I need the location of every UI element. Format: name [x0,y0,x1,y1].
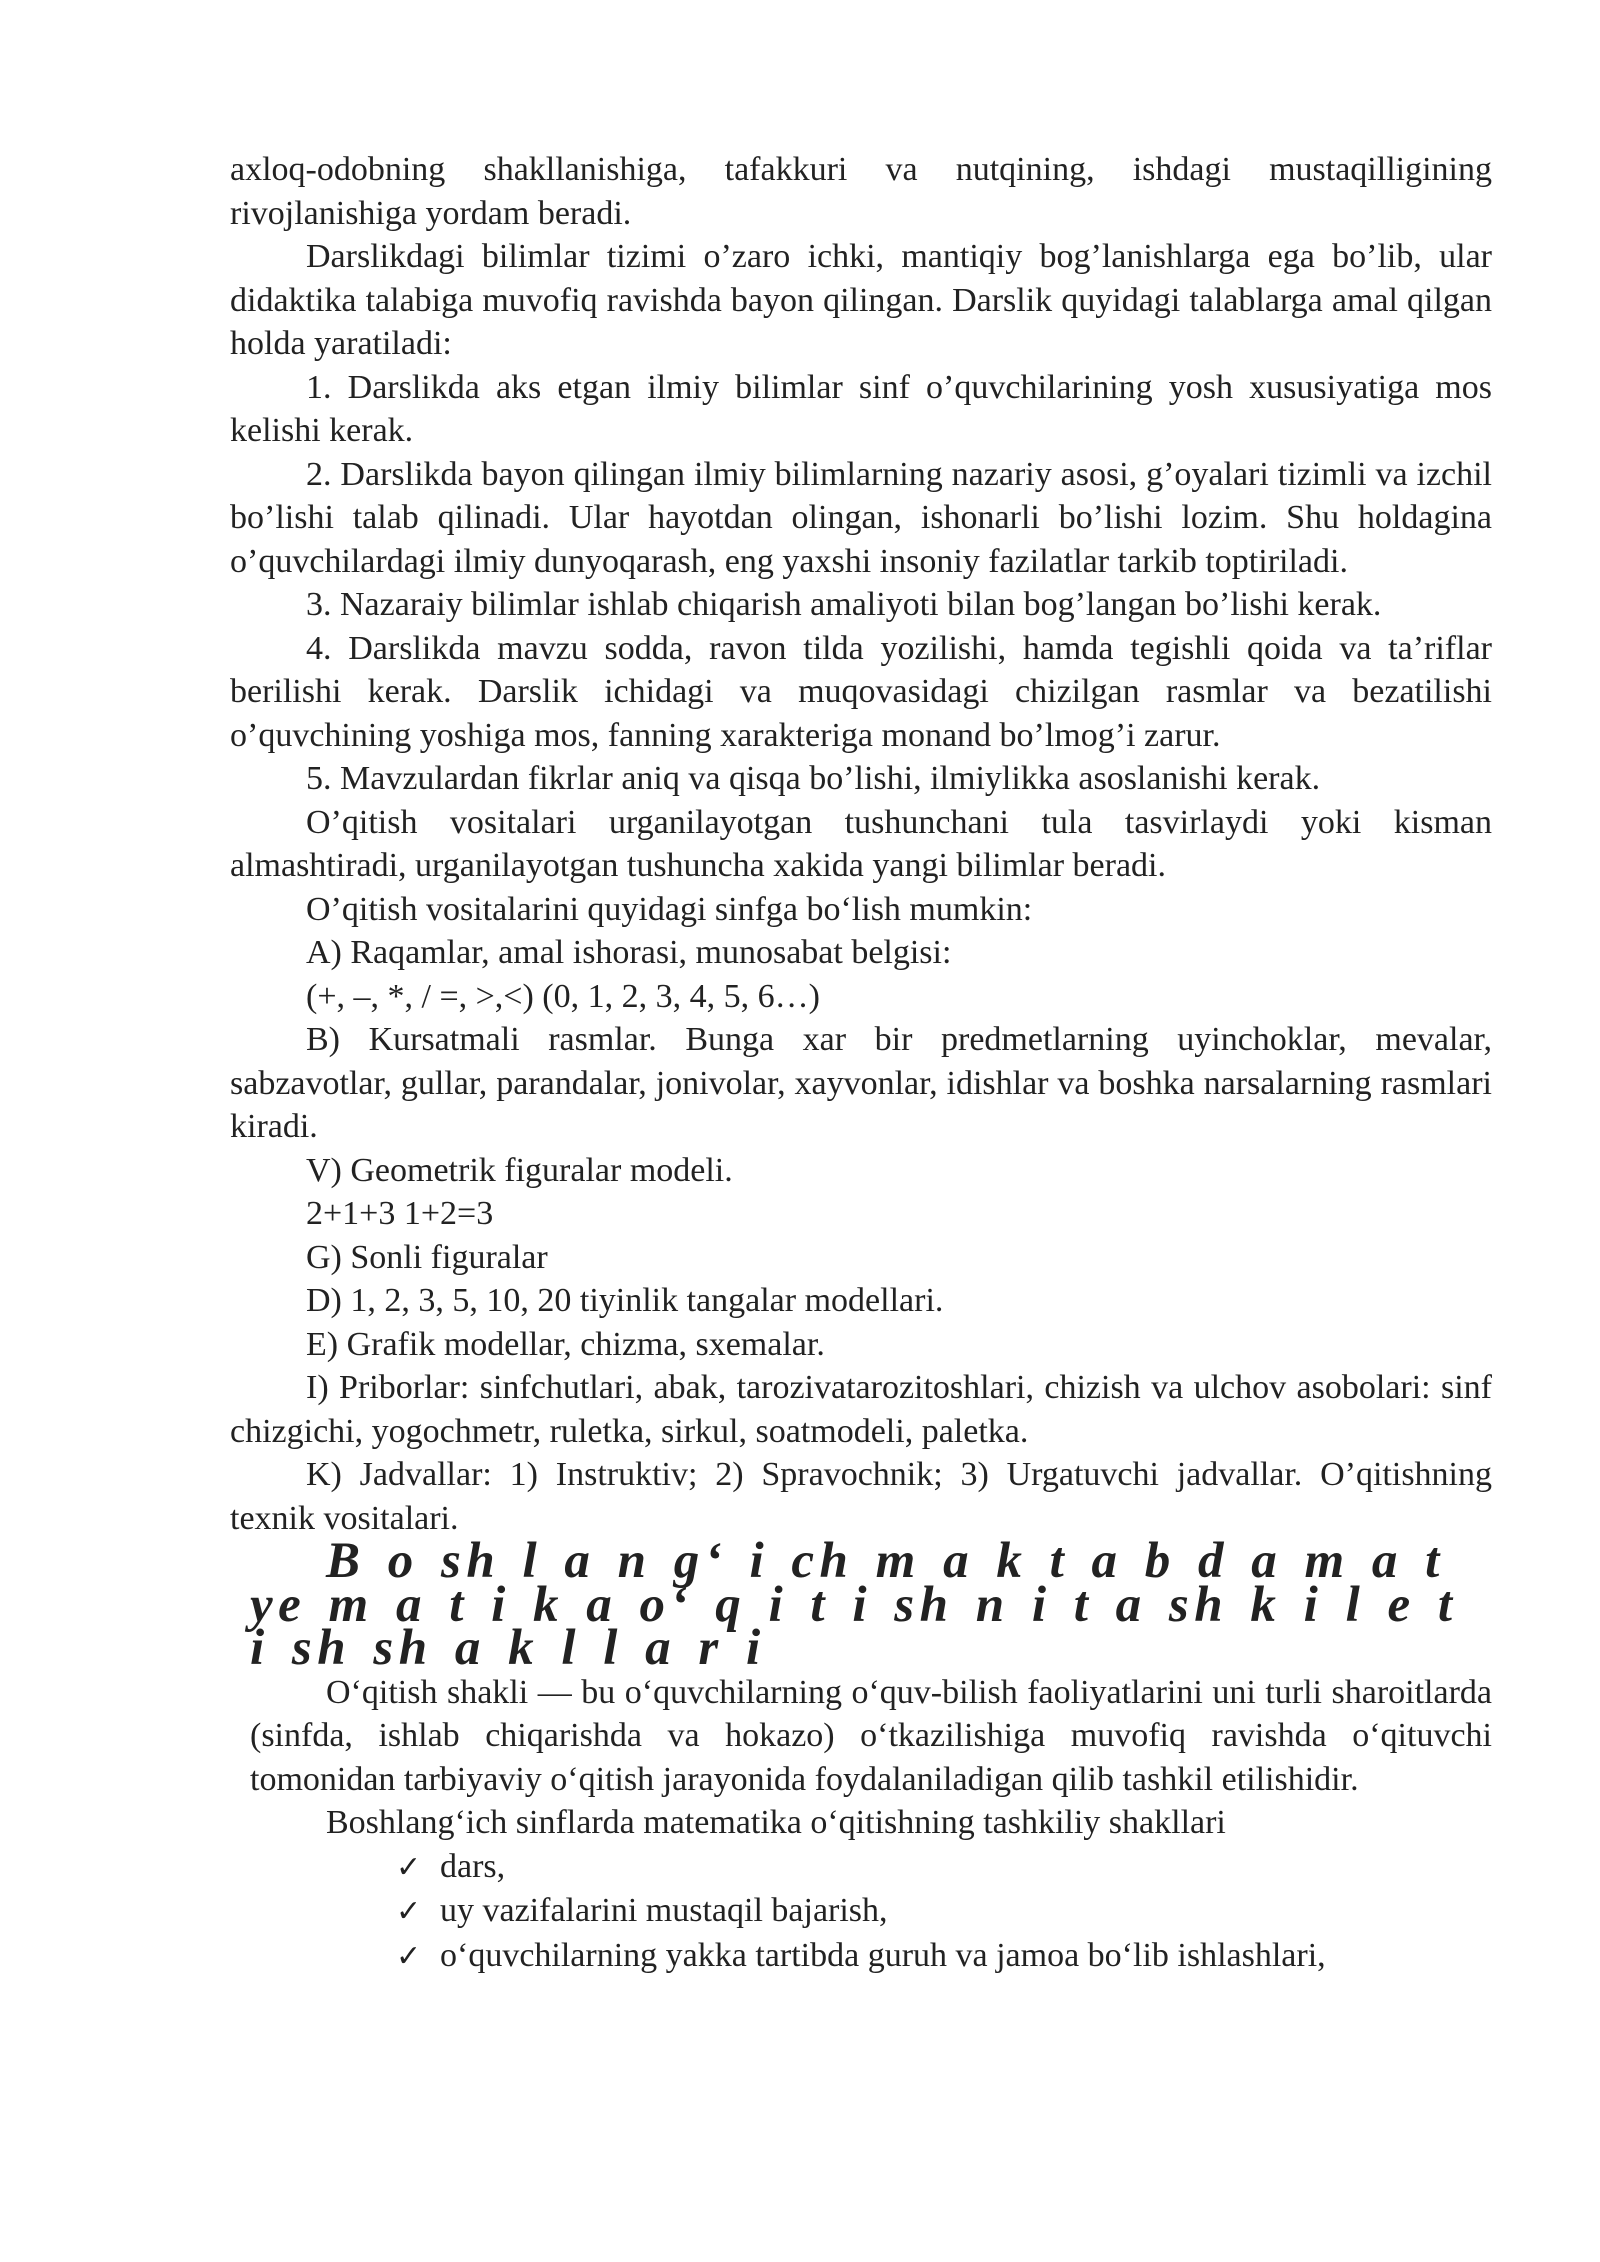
section-teaching-aids [230,148,1492,1540]
symbols-line: (+, –, *, / =, >,<) (0, 1, 2, 3, 4, 5, 6…) [306,977,820,1015]
paragraph: axloq-odobning shakllanishiga, tafakkuri va nutqining, ishdagi mustaqilligining rivojlanishiga yordam beradi. [230,151,1492,232]
paragraph: Boshlang‘ich sinflarda matematika o‘qitishning tashkiliy shakllari [326,1804,1226,1841]
list-item-aid: E) Grafik modellar, chizma, sxemalar. [306,1325,825,1363]
paragraph: O’qitish vositalari urganilayotgan tushunchani tula tasvirlaydi yoki kisman almashtiradi, urganilayotgan tushuncha xakida yangi bilimlar beradi. [230,803,1492,884]
section-heading: B o sh l a n g‘ i ch m a k t a b d a m a t ye m a t i k a o‘ q i t i sh n i t a sh k i l e t i sh sh a k l l a r i [250,1533,1458,1676]
paragraph: O‘qitish shakli — bu o‘quvchilarning o‘quv-bilish faoliyatlarini uni turli sharoitlarda (sinfda, ishlab chiqarishda va hokazo) o‘tkazilishiga muvofiq ravishda o‘qituvchi tomonidan tarbiyaviy o‘qitish jarayonida foydalaniladigan qilib tashkil etilishidir. [250,1673,1492,1798]
equation-line: 2+1+3 1+2=3 [306,1195,494,1232]
document-page [230,148,1492,1978]
list-item-aid: D) 1, 2, 3, 5, 10, 20 tiyinlik tangalar modellari. [306,1282,944,1319]
list-item-requirement: 3. Nazaraiy bilimlar ishlab chiqarish amaliyoti bilan bog’langan bo’lishi kerak. [306,586,1382,623]
paragraph: Darslikdagi bilimlar tizimi o’zaro ichki, mantiqiy bog’lanishlarga ega bo’lib, ular didaktika talabiga muvofiq ravishda bayon qilingan. Darslik quyidagi talablarga amal qilgan holda yaratiladi: [230,238,1492,362]
list-item-requirement: 4. Darslikda mavzu sodda, ravon tilda yozilishi, hamda tegishli qoida va ta’riflar berilishi kerak. Darslik ichidagi va muqovasidagi chizilgan rasmlar va bezatilishi o’quvchining yoshiga mos, fanning xarakteriga monand bo’lmog’i zarur. [230,629,1492,754]
list-item-aid: G) Sonli figuralar [306,1238,548,1276]
list-item-aid: B) Kursatmali rasmlar. Bunga xar bir predmetlarning uyinchoklar, mevalar, sabzavotlar, gullar, parandalar, jonivolar, xayvonlar, idishlar va boshka narsalarning rasmlari kiradi. [230,1021,1492,1145]
list-item-requirement: 1. Darslikda aks etgan ilmiy bilimlar sinf o’quvchilarining yosh xususiyatiga mos kelishi kerak. [230,368,1492,449]
checklist-item [396,1934,1492,1979]
section-organization-forms [250,1671,1492,1979]
check-icon: ✓ [396,1894,422,1929]
check-icon: ✓ [396,1849,422,1885]
list-item-aid: I) Priborlar: sinfchutlari, abak, tarozivatarozitoshlari, chizish va ulchov asobolari: sinf chizgichi, yogochmetr, ruletka, sirkul, soatmodeli, paletka. [230,1369,1492,1450]
checklist-item-label: o‘quvchilarning yakka tartibda guruh va jamoa bo‘lib ishlashlari, [440,1936,1326,1974]
checklist-item [396,1889,1492,1934]
checklist-item-label: dars, [440,1847,506,1885]
checklist-item-label: uy vazifalarini mustaqil bajarish, [440,1892,888,1929]
list-item-requirement: 2. Darslikda bayon qilingan ilmiy bilimlarning nazariy asosi, g’oyalari tizimli va izchil bo’lishi talab qilinadi. Ular hayotdan olingan, ishonarli bo’lishi lozim. Shu holdagina o’quvchilardagi ilmiy dunyoqarash, eng yaxshi insoniy fazilatlar tarkib toptiriladi. [230,455,1492,580]
list-item-aid: V) Geometrik figuralar modeli. [306,1151,733,1189]
check-icon: ✓ [396,1938,422,1974]
list-item-aid: A) Raqamlar, amal ishorasi, munosabat belgisi: [306,934,952,971]
checklist-item [396,1845,1492,1890]
list-item-aid: K) Jadvallar: 1) Instruktiv; 2) Spravochnik; 3) Urgatuvchi jadvallar. O’qitishning texnik vositalari. [230,1456,1492,1537]
list-item-requirement: 5. Mavzulardan fikrlar aniq va qisqa bo’lishi, ilmiylikka asoslanishi kerak. [306,760,1321,797]
paragraph: O’qitish vositalarini quyidagi sinfga bo‘lish mumkin: [306,890,1033,928]
checklist [250,1845,1492,1979]
